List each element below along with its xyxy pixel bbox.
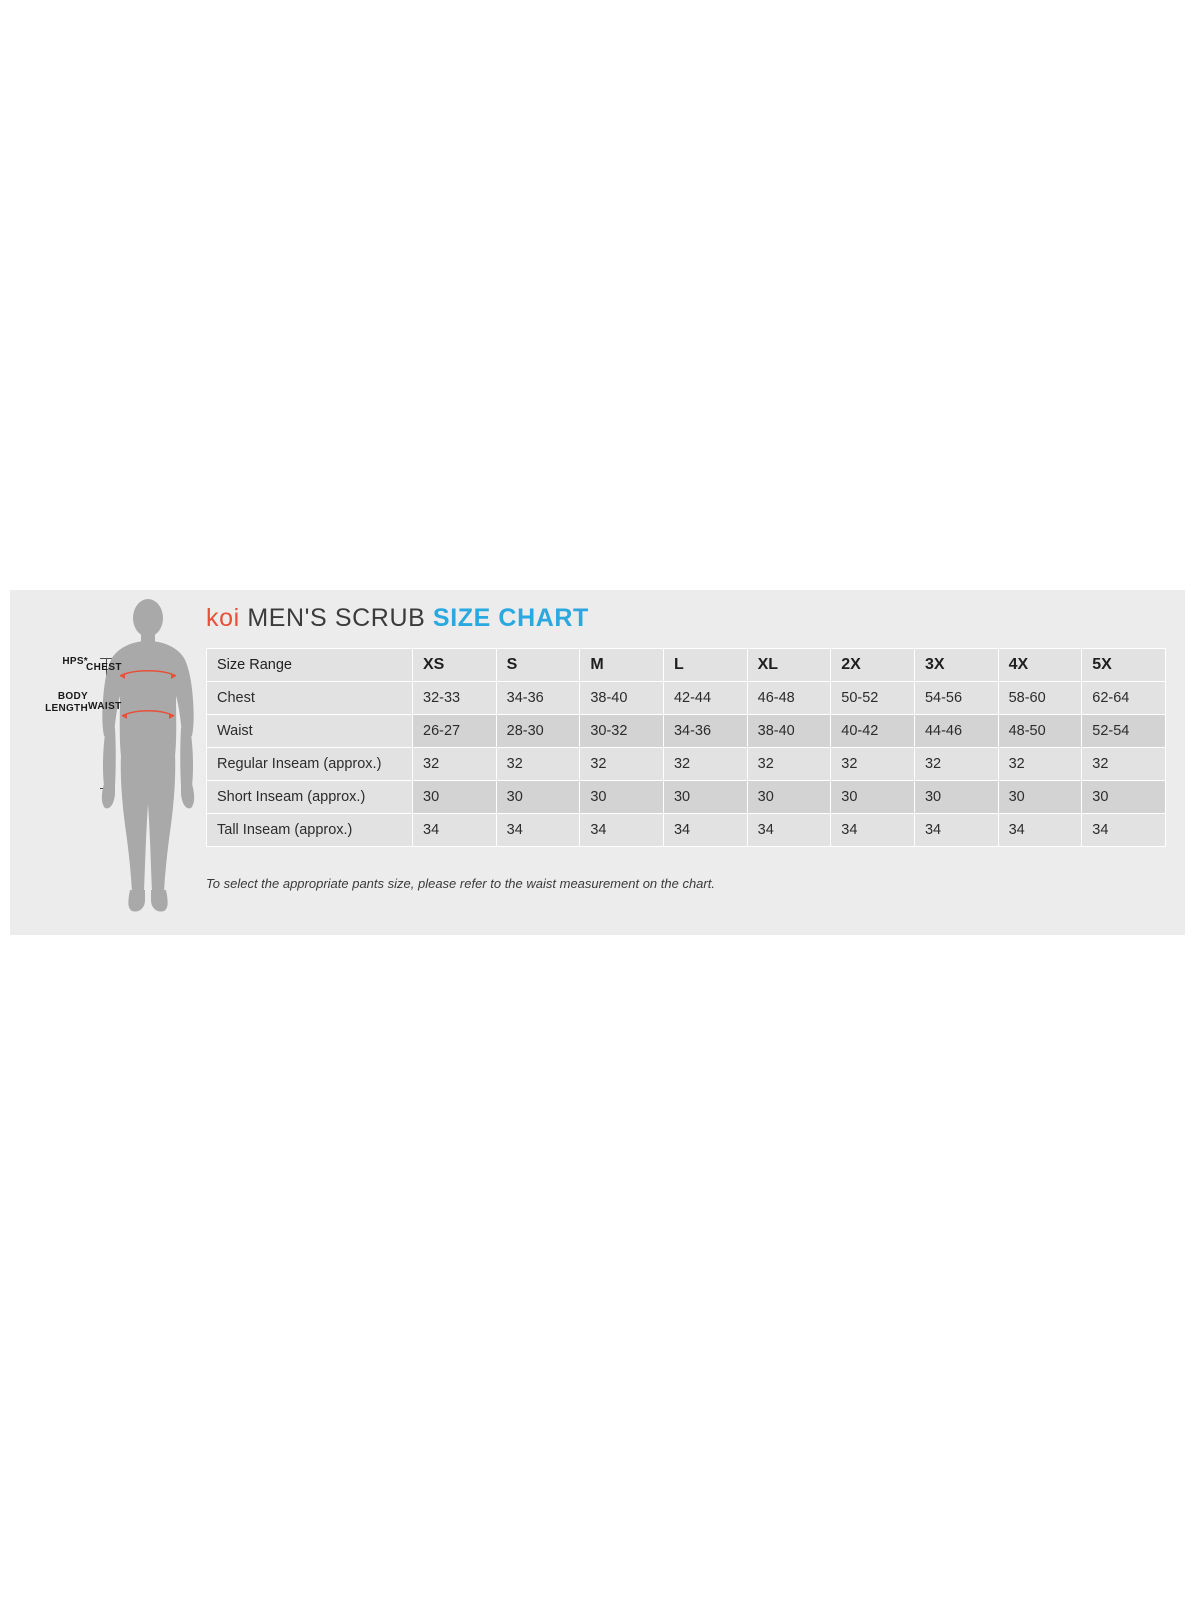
cell-tall-inseam-m: 34 (580, 814, 664, 847)
cell-tall-inseam-4x: 34 (998, 814, 1082, 847)
title-accent: SIZE CHART (432, 604, 589, 632)
footnote-text: To select the appropriate pants size, please refer to the waist measurement on the chart. (206, 876, 715, 891)
cell-chest-2x: 50-52 (831, 682, 915, 715)
cell-tall-inseam-xl: 34 (747, 814, 831, 847)
cell-chest-m: 38-40 (580, 682, 664, 715)
cell-chest-3x: 54-56 (914, 682, 998, 715)
cell-waist-m: 30-32 (580, 715, 664, 748)
cell-short-inseam-4x: 30 (998, 781, 1082, 814)
row-label-short-inseam: Short Inseam (approx.) (207, 781, 413, 814)
measurement-figure (28, 596, 208, 926)
cell-short-inseam-3x: 30 (914, 781, 998, 814)
table-header-row (207, 649, 1166, 682)
cell-regular-inseam-xs: 32 (413, 748, 497, 781)
column-header-s: S (496, 649, 580, 682)
size-chart-table (206, 648, 1166, 847)
body-length-label-line1: BODY (57, 691, 88, 702)
table-row (207, 814, 1166, 847)
cell-tall-inseam-l: 34 (663, 814, 747, 847)
page-title (206, 604, 589, 633)
title-middle: MEN'S SCRUB (247, 604, 426, 632)
male-body-silhouette-icon (88, 596, 208, 926)
column-header-m: M (580, 649, 664, 682)
waist-measure-label: WAIST (88, 701, 122, 712)
cell-waist-xl: 38-40 (747, 715, 831, 748)
cell-short-inseam-xl: 30 (747, 781, 831, 814)
cell-short-inseam-l: 30 (663, 781, 747, 814)
column-header-4x: 4X (998, 649, 1082, 682)
cell-waist-l: 34-36 (663, 715, 747, 748)
cell-tall-inseam-xs: 34 (413, 814, 497, 847)
cell-regular-inseam-5x: 32 (1082, 748, 1166, 781)
cell-short-inseam-5x: 30 (1082, 781, 1166, 814)
cell-waist-3x: 44-46 (914, 715, 998, 748)
size-chart-panel (10, 590, 1185, 935)
cell-waist-2x: 40-42 (831, 715, 915, 748)
cell-short-inseam-xs: 30 (413, 781, 497, 814)
body-length-label (28, 691, 88, 715)
cell-regular-inseam-l: 32 (663, 748, 747, 781)
cell-chest-xl: 46-48 (747, 682, 831, 715)
cell-tall-inseam-2x: 34 (831, 814, 915, 847)
cell-regular-inseam-4x: 32 (998, 748, 1082, 781)
brand-name: koi (206, 604, 240, 632)
column-header-size-range: Size Range (207, 649, 413, 682)
cell-regular-inseam-s: 32 (496, 748, 580, 781)
column-header-xs: XS (413, 649, 497, 682)
cell-short-inseam-m: 30 (580, 781, 664, 814)
row-label-tall-inseam: Tall Inseam (approx.) (207, 814, 413, 847)
table-row (207, 748, 1166, 781)
row-label-regular-inseam: Regular Inseam (approx.) (207, 748, 413, 781)
cell-chest-5x: 62-64 (1082, 682, 1166, 715)
column-header-2x: 2X (831, 649, 915, 682)
cell-chest-4x: 58-60 (998, 682, 1082, 715)
table-row (207, 682, 1166, 715)
cell-chest-xs: 32-33 (413, 682, 497, 715)
cell-chest-s: 34-36 (496, 682, 580, 715)
cell-waist-4x: 48-50 (998, 715, 1082, 748)
cell-regular-inseam-2x: 32 (831, 748, 915, 781)
cell-short-inseam-s: 30 (496, 781, 580, 814)
cell-waist-5x: 52-54 (1082, 715, 1166, 748)
cell-regular-inseam-3x: 32 (914, 748, 998, 781)
cell-waist-xs: 26-27 (413, 715, 497, 748)
cell-regular-inseam-m: 32 (580, 748, 664, 781)
row-label-waist: Waist (207, 715, 413, 748)
cell-regular-inseam-xl: 32 (747, 748, 831, 781)
hps-label: HPS* (62, 656, 88, 667)
table-row (207, 781, 1166, 814)
cell-tall-inseam-3x: 34 (914, 814, 998, 847)
cell-short-inseam-2x: 30 (831, 781, 915, 814)
cell-waist-s: 28-30 (496, 715, 580, 748)
row-label-chest: Chest (207, 682, 413, 715)
table-body (207, 682, 1166, 847)
cell-tall-inseam-s: 34 (496, 814, 580, 847)
column-header-l: L (663, 649, 747, 682)
body-length-label-line2: LENGTH (45, 703, 88, 714)
column-header-5x: 5X (1082, 649, 1166, 682)
table-row (207, 715, 1166, 748)
table-header (207, 649, 1166, 682)
column-header-xl: XL (747, 649, 831, 682)
cell-chest-l: 42-44 (663, 682, 747, 715)
cell-tall-inseam-5x: 34 (1082, 814, 1166, 847)
column-header-3x: 3X (914, 649, 998, 682)
chest-measure-label: CHEST (86, 662, 122, 673)
